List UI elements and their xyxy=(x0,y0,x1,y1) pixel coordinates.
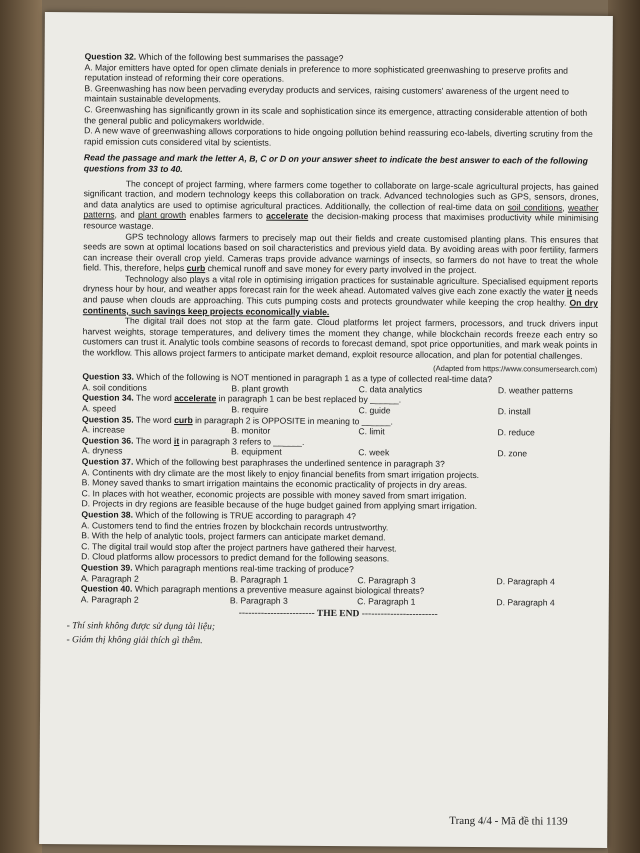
q38-option-d[interactable]: D. Cloud platforms allow processors to predict demand for the following seasons. xyxy=(81,551,390,564)
q40-option-d[interactable]: D. Paragraph 4 xyxy=(496,596,555,608)
paragraph-1: The concept of project farming, where farmers come together to collaborate on large-scale agricultural projects, has gained significant traction, and modern technology keeps this collaboration on track. Advanced technologies such as GPS, sensors, drones, and data analytics are used to optimise agricultural practices. Additionally, the collection of real-time data on soil conditions, weather patterns, and plant growth enables farmers to accelerate the decision-making process that maximises productivity while minimising resource wastage. xyxy=(83,178,599,231)
q32-text: Which of the following best summarises the passage? xyxy=(136,51,344,64)
question-35: Question 35. The word curb in paragraph 2 is OPPOSITE in meaning to ______. A. increase B. monitor C. limit D. reduce xyxy=(82,414,597,439)
question-39: Question 39. Which paragraph mentions real-time tracking of produce? A. Paragraph 2 B. Paragraph 1 C. Paragraph 3 D. Paragraph 4 xyxy=(81,562,596,587)
paragraph-2: GPS technology allows farmers to precisely map out their fields and create customised planting plans. This ensures that seeds are sown at optimal locations based on soil characteristics and previous yield data. By avoiding areas with poor fertility, farmers can increase their overall crop yield. Cameras traps provide advance warnings of insects, so farmers do not have to treat the whole field. This, therefore, helps curb chemical runoff and save money for every party involved in the project. xyxy=(83,231,599,276)
q40-option-c[interactable]: C. Paragraph 1 xyxy=(357,595,416,607)
question-33: Question 33. Which of the following is NOT mentioned in paragraph 1 as a type of collected real-time data? A. soil conditions B. plant growth C. data analytics D. weather patterns xyxy=(82,372,597,397)
q32-option-d[interactable]: D. A new wave of greenwashing allows corporations to hide ongoing pollution behind reassuring eco-labels, diverting scrutiny from the rapid emission cuts considered vital by scientists. xyxy=(83,125,593,148)
q36-option-b[interactable]: B. equipment xyxy=(230,446,282,458)
q33-option-d[interactable]: D. weather patterns xyxy=(497,385,573,396)
q38-option-c[interactable]: C. The digital trail would stop after the project partners have gathered their harvest. xyxy=(81,541,397,554)
q40-option-a[interactable]: A. Paragraph 2 xyxy=(80,593,139,605)
q40-option-b[interactable]: B. Paragraph 3 xyxy=(229,595,288,606)
q39-option-b[interactable]: B. Paragraph 1 xyxy=(230,573,288,585)
q33-option-c[interactable]: C. data analytics xyxy=(358,384,423,395)
question-32 xyxy=(84,51,600,150)
instruction: Read the passage and mark the letter A, B, C or D on your answer sheet to indicate the best answer to each of the following questions from 33 to 40. xyxy=(83,152,588,174)
page-footer: Trang 4/4 - Mã đề thi 1139 xyxy=(449,814,568,828)
background-right xyxy=(608,0,640,853)
q36-option-c[interactable]: C. week xyxy=(358,447,390,458)
background-left xyxy=(0,0,42,853)
exam-content xyxy=(66,50,599,649)
q34-option-a[interactable]: A. speed xyxy=(82,403,117,414)
question-37: Question 37. Which of the following best paraphrases the underlined sentence in paragraph 3? A. Continents with dry climate are the most likely to enjoy financial benefits from smart irrigation projects. B. Money saved thanks to smart irrigation maintains the economic practicality of projects in dry areas. C. In places with hot weather, economic projects are possible with money saved from smart irrigation. D. Projects in dry regions are feasible because of the huge budget gained from applying smart irrigation. xyxy=(81,456,596,513)
q35-option-a[interactable]: A. increase xyxy=(81,424,126,435)
exam-page xyxy=(39,12,613,848)
note-1: - Thí sinh không được sử dụng tài liệu; xyxy=(66,621,216,633)
q39-option-d[interactable]: D. Paragraph 4 xyxy=(496,575,555,587)
q37-option-d[interactable]: D. Projects in dry regions are feasible because of the huge budget gained from applying smart irrigation. xyxy=(81,498,478,512)
paragraph-4: The digital trail does not stop at the farm gate. Cloud platforms let project farmers, processors, and truck drivers input harvest weights, storage temperatures, and delivery times the moment they change, while blockchain records freeze each entry so customers can trust it. Analytic tools combine seasons of records to forecast demand, spot price opportunities, and mark weak points in the workflow. This allows project farmers to anticipate market demand, exploit resource allocation, and plan for potential challenges. xyxy=(82,315,598,361)
q37-option-b[interactable]: B. Money saved thanks to smart irrigation maintains the economic practicality of projects in dry areas. xyxy=(81,477,468,491)
q34-option-c[interactable]: C. guide xyxy=(358,405,391,416)
q35-option-b[interactable]: B. monitor xyxy=(231,425,271,436)
q37-option-a[interactable]: A. Continents with dry climate are the most likely to enjoy financial benefits from smart irrigation projects. xyxy=(81,466,480,480)
q34-option-d[interactable]: D. install xyxy=(497,406,531,417)
q39-option-a[interactable]: A. Paragraph 2 xyxy=(80,572,139,584)
q33-option-b[interactable]: B. plant growth xyxy=(231,383,289,394)
q32-stem: Question 32. xyxy=(84,51,137,62)
q33-option-a[interactable]: A. soil conditions xyxy=(82,382,147,393)
q35-option-d[interactable]: D. reduce xyxy=(497,427,535,438)
question-36: Question 36. The word it in paragraph 3 refers to ______. A. dryness B. equipment C. week D. zone xyxy=(82,435,597,460)
q38-option-a[interactable]: A. Customers tend to find the entries frozen by blockchain records untrustworthy. xyxy=(81,519,389,532)
q39-option-c[interactable]: C. Paragraph 3 xyxy=(357,574,416,586)
q36-option-d[interactable]: D. zone xyxy=(497,448,528,459)
paragraph-3: Technology also plays a vital role in optimising irrigation practices for sustainable agriculture. Specialised equipment reports dryness hour by hour, and weather apps forecast rain for the week ahead. Automated valves give each zone exactly the water it needs and pause when clouds are approaching. This cuts pumping costs and protects groundwater while keeping the crop healthy. On dry continents, such savings keep projects economically viable. xyxy=(82,273,599,317)
source: (Adapted from https://www.consumersearch.com) xyxy=(433,363,598,374)
note-2: - Giám thị không giải thích gì thêm. xyxy=(66,635,203,647)
passage xyxy=(82,178,598,362)
q32-option-c[interactable]: C. Greenwashing has significantly grown in its scale and sophistication since its emergence, attracting considerable attention of both the general public and policymakers worldwide. xyxy=(84,104,588,127)
the-end: ------------------------ THE END ------------------------ xyxy=(238,608,438,621)
question-34: Question 34. The word accelerate in paragraph 1 can be best replaced by ______. A. speed B. require C. guide D. install xyxy=(82,393,597,418)
question-40: Question 40. Which paragraph mentions a preventive measure against biological threats? A. Paragraph 2 B. Paragraph 3 C. Paragraph 1 D. Paragraph 4 xyxy=(81,583,596,608)
q34-option-b[interactable]: B. require xyxy=(231,404,269,415)
q38-option-b[interactable]: B. With the help of analytic tools, project farmers can anticipate market demand. xyxy=(81,530,386,543)
q32-option-a[interactable]: A. Major emitters have opted for open climate denials in preference to more sophisticated greenwashing to preserve profits and reputation instead of reforming their core operations. xyxy=(84,61,568,84)
q35-option-c[interactable]: C. limit xyxy=(358,426,385,437)
q36-option-a[interactable]: A. dryness xyxy=(81,445,123,456)
q32-option-b[interactable]: B. Greenwashing has now been pervading everyday products and services, raising customers' awareness of the urgent need to maintain sustainable developments. xyxy=(84,83,570,105)
q37-option-c[interactable]: C. In places with hot weather, economic projects are possible with money saved from smart irrigation. xyxy=(81,488,467,501)
question-38: Question 38. Which of the following is TRUE according to paragraph 4? A. Customers tend to find the entries frozen by blockchain records untrustworthy. B. With the help of analytic tools, project farmers can anticipate market demand. C. The digital trail would stop after the project partners have gathered their harvest. D. Cloud platforms allow processors to predict demand for the following seasons. xyxy=(81,509,596,566)
